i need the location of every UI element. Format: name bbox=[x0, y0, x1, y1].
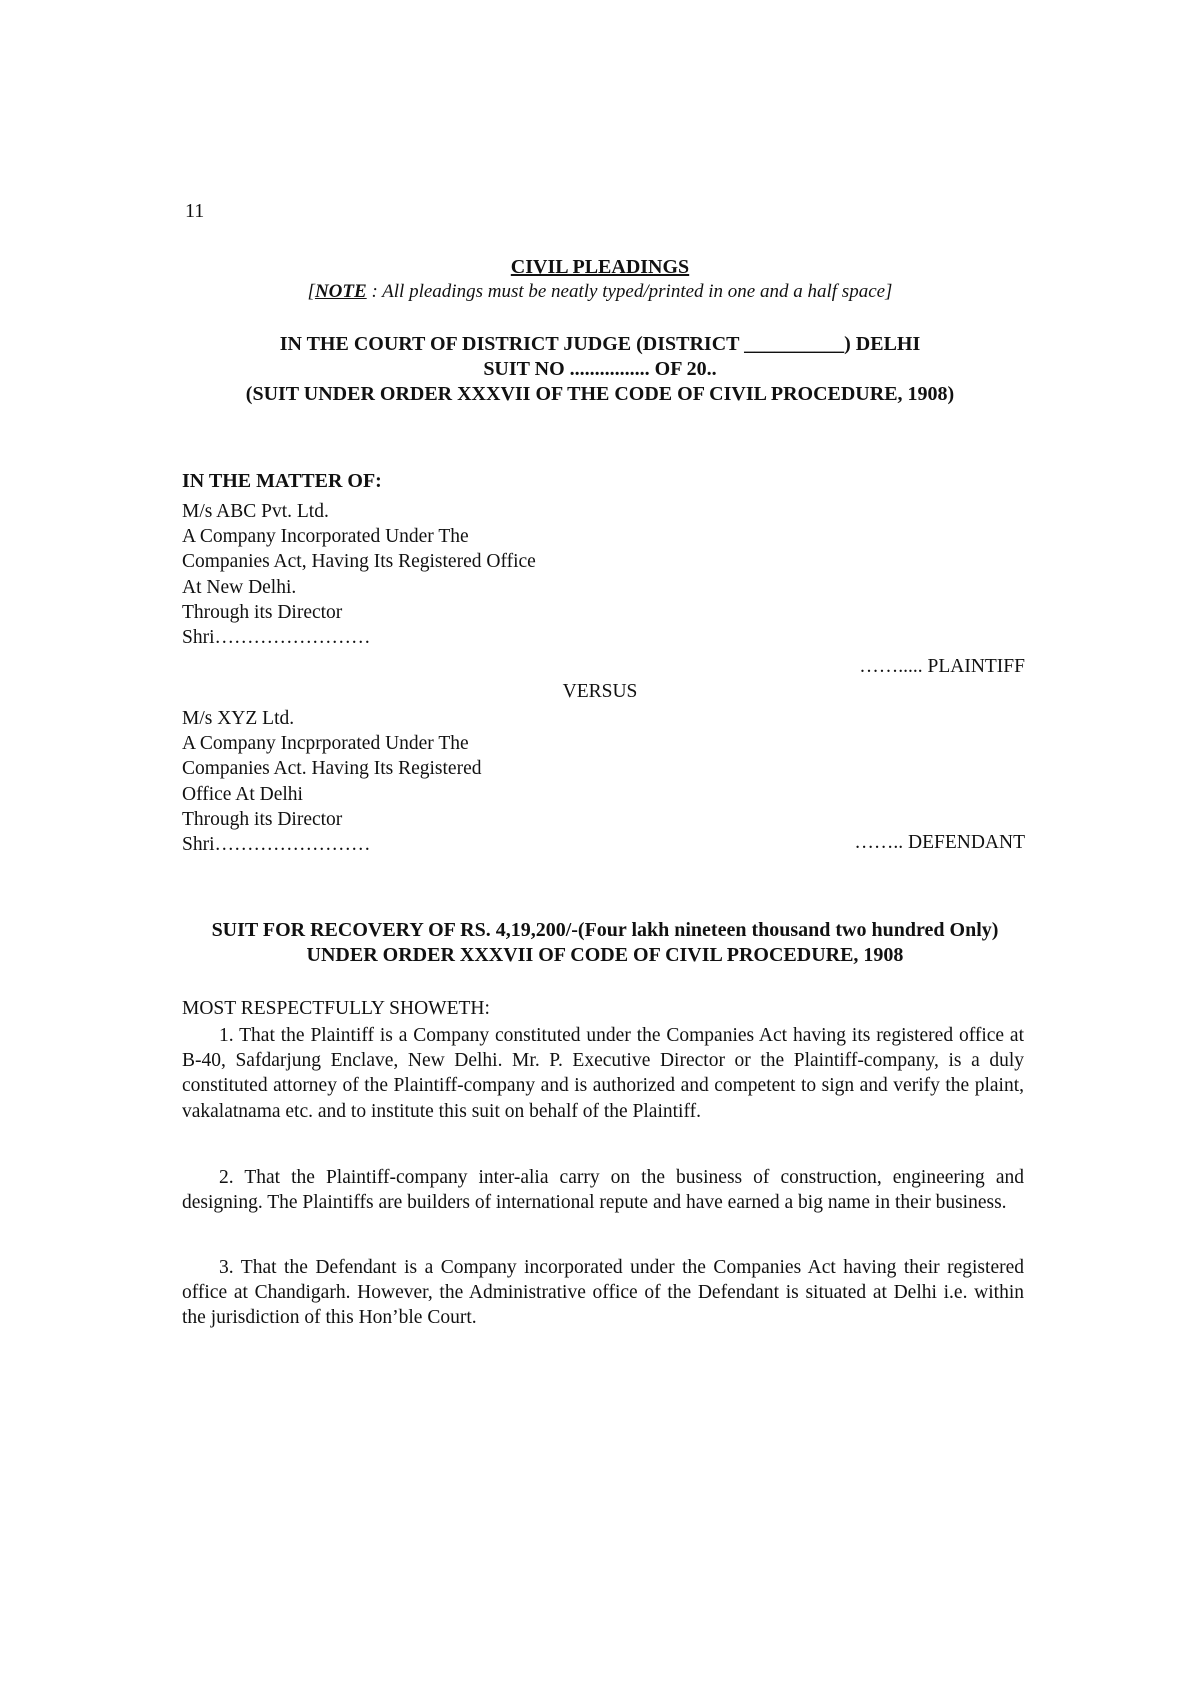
page-number: 11 bbox=[185, 200, 205, 222]
plaintiff-line: Shri…………………… bbox=[182, 627, 371, 649]
paragraph-2: 2. That the Plaintiff-company inter-alia carry on the business of construction, engineering and designing. The Plaintiffs are builders of international repute and have earned a big name in their business. bbox=[182, 1167, 1024, 1214]
defendant-line: Companies Act. Having Its Registered bbox=[182, 758, 482, 780]
defendant-label: …….. DEFENDANT bbox=[854, 832, 1025, 853]
formatting-note bbox=[0, 281, 1200, 303]
plaintiff-line: A Company Incorporated Under The bbox=[182, 526, 469, 548]
in-the-matter-heading: IN THE MATTER OF: bbox=[182, 470, 382, 492]
defendant-line: M/s XYZ Ltd. bbox=[182, 708, 295, 729]
showeth-heading: MOST RESPECTFULLY SHOWETH: bbox=[182, 998, 490, 1019]
plaintiff-block bbox=[182, 499, 536, 650]
note-text: : All pleadings must be neatly typed/printed in one and a half space] bbox=[366, 281, 893, 302]
paragraph-3: 3. That the Defendant is a Company incorporated under the Companies Act having their registered office at Chandigarh. However, the Administrative office of the Defendant is situated at Delhi i.e. within the jurisdiction of this Hon’ble Court. bbox=[182, 1257, 1024, 1329]
suit-heading: SUIT FOR RECOVERY OF RS. 4,19,200/-(Four lakh nineteen thousand two hundred Only) UNDER ORDER XXXVII OF CODE OF CIVIL PROCEDURE, 1908 bbox=[211, 919, 999, 966]
suit-order-line: (SUIT UNDER ORDER XXXVII OF THE CODE OF CIVIL PROCEDURE, 1908) bbox=[245, 383, 955, 405]
defendant-line: Through its Director bbox=[182, 808, 343, 830]
plaintiff-line: M/s ABC Pvt. Ltd. bbox=[182, 501, 329, 522]
note-keyword: NOTE bbox=[314, 281, 367, 302]
defendant-block bbox=[182, 706, 482, 857]
plaintiff-line: At New Delhi. bbox=[182, 576, 297, 598]
suit-number: SUIT NO ................ OF 20.. bbox=[483, 358, 717, 380]
plaintiff-line: Through its Director bbox=[182, 601, 343, 623]
plaintiff-line: Companies Act, Having Its Registered Office bbox=[182, 551, 536, 573]
plaintiff-label: ……..... PLAINTIFF bbox=[859, 656, 1025, 677]
defendant-line: Shri…………………… bbox=[182, 834, 371, 856]
defendant-line: A Company Incprporated Under The bbox=[182, 733, 469, 755]
court-heading: IN THE COURT OF DISTRICT JUDGE (DISTRICT __________) DELHI bbox=[279, 333, 921, 355]
paragraph-1: 1. That the Plaintiff is a Company constituted under the Companies Act having its registered office at B-40, Safdarjung Enclave, New Delhi. Mr. P. Executive Director or the Plaintiff-company, is a duly constituted attorney of the Plaintiff-company and is authorized and competent to sign and verify the plaint, vakalatnama etc. and to institute this suit on behalf of the Plaintiff. bbox=[182, 1025, 1024, 1122]
versus-label: VERSUS bbox=[562, 681, 638, 702]
note-open-bracket: [ bbox=[307, 281, 315, 302]
document-title: CIVIL PLEADINGS bbox=[510, 256, 690, 278]
defendant-line: Office At Delhi bbox=[182, 783, 303, 805]
